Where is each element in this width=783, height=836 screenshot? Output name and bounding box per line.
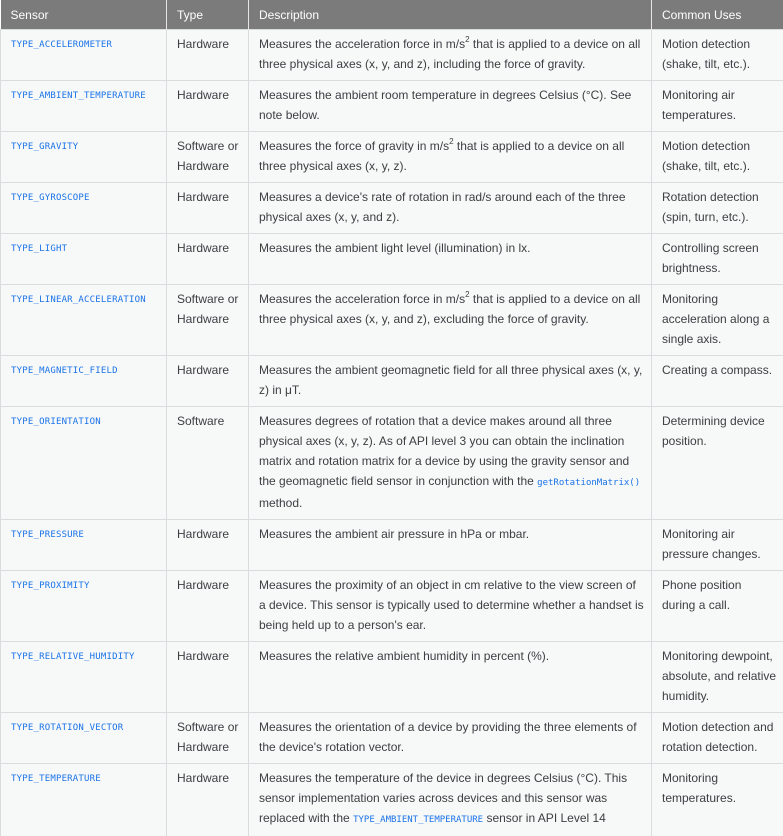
common-uses-cell: Rotation detection (spin, turn, etc.). (652, 183, 783, 234)
table-row (1, 764, 783, 836)
sensor-type-cell: Software or Hardware (167, 132, 249, 183)
sensor-constant-link[interactable]: TYPE_LINEAR_ACCELERATION (1, 285, 167, 356)
description-text-tail: method. (259, 496, 302, 510)
sensor-type-cell: Software or Hardware (167, 285, 249, 356)
sensor-constant-link[interactable]: TYPE_ORIENTATION (1, 407, 167, 520)
superscript-exponent: 2 (465, 35, 469, 44)
common-uses-cell: Creating a compass. (652, 356, 783, 407)
description-text: Measures a device's rate of rotation in rad/s around each of the three physical axes (x, y, and z). (259, 190, 626, 224)
description-text: Measures the ambient light level (illumination) in lx. (259, 241, 530, 255)
sensor-description-cell (249, 285, 652, 356)
table-row (1, 713, 783, 764)
sensor-type-cell: Hardware (167, 356, 249, 407)
sensor-type-cell: Hardware (167, 642, 249, 713)
sensor-type-cell: Hardware (167, 764, 249, 836)
superscript-exponent: 2 (465, 290, 469, 299)
sensor-type-cell: Hardware (167, 183, 249, 234)
description-text: Measures the acceleration force in m/s (259, 37, 465, 51)
sensor-constant-link[interactable]: TYPE_ROTATION_VECTOR (1, 713, 167, 764)
common-uses-cell: Determining device position. (652, 407, 783, 520)
sensor-description-cell (249, 132, 652, 183)
description-text: Measures the proximity of an object in cm relative to the view screen of a device. This sensor is typically used to determine whether a handset is being held up to a person's ear. (259, 578, 644, 632)
common-uses-cell: Monitoring temperatures. (652, 764, 783, 836)
common-uses-cell: Motion detection and rotation detection. (652, 713, 783, 764)
table-header-row (1, 0, 783, 30)
sensor-type-cell: Hardware (167, 234, 249, 285)
superscript-exponent: 2 (449, 137, 453, 146)
description-text: Measures the ambient air pressure in hPa or mbar. (259, 527, 529, 541)
header-type: Type (167, 0, 249, 30)
common-uses-cell: Monitoring acceleration along a single axis. (652, 285, 783, 356)
sensor-constant-link[interactable]: TYPE_LIGHT (1, 234, 167, 285)
table-row (1, 642, 783, 713)
sensor-description-cell (249, 764, 652, 836)
sensor-constant-link[interactable]: TYPE_ACCELEROMETER (1, 30, 167, 81)
description-text: Measures the force of gravity in m/s (259, 139, 449, 153)
sensor-description-cell (249, 407, 652, 520)
sensor-constant-link[interactable]: TYPE_GRAVITY (1, 132, 167, 183)
inline-code-link[interactable]: TYPE_AMBIENT_TEMPERATURE (353, 815, 483, 825)
description-text-tail: that is applied to a device on all three physical axes (x, y, and z), including the force of gravity. (259, 37, 640, 71)
table-row (1, 132, 783, 183)
sensor-constant-link[interactable]: TYPE_PROXIMITY (1, 571, 167, 642)
description-text: Measures the relative ambient humidity in percent (%). (259, 649, 549, 663)
description-text-tail: sensor in API Level 14 (483, 811, 606, 825)
common-uses-cell: Motion detection (shake, tilt, etc.). (652, 30, 783, 81)
sensor-constant-link[interactable]: TYPE_PRESSURE (1, 520, 167, 571)
sensor-description-cell (249, 713, 652, 764)
common-uses-cell: Motion detection (shake, tilt, etc.). (652, 132, 783, 183)
sensor-type-cell: Software (167, 407, 249, 520)
table-row (1, 30, 783, 81)
sensor-constant-link[interactable]: TYPE_AMBIENT_TEMPERATURE (1, 81, 167, 132)
description-text: Measures the orientation of a device by providing the three elements of the device's rotation vector. (259, 720, 637, 754)
table-row (1, 234, 783, 285)
sensor-description-cell (249, 520, 652, 571)
sensor-description-cell (249, 183, 652, 234)
sensor-constant-link[interactable]: TYPE_TEMPERATURE (1, 764, 167, 836)
sensor-constant-link[interactable]: TYPE_RELATIVE_HUMIDITY (1, 642, 167, 713)
sensor-type-cell: Software or Hardware (167, 713, 249, 764)
description-text: Measures degrees of rotation that a device makes around all three physical axes (x, y, z). As of API level 3 you can obtain the inclination matrix and rotation matrix for a device by using the gravity sensor and the geomagnetic field sensor in conjunction with the (259, 414, 629, 488)
inline-code-link[interactable]: getRotationMatrix() (537, 478, 640, 488)
table-row (1, 407, 783, 520)
table-row (1, 183, 783, 234)
sensor-description-cell (249, 356, 652, 407)
table-row (1, 571, 783, 642)
description-text: Measures the temperature of the device in degrees Celsius (°C). This sensor implementation varies across devices and this sensor was replaced with the (259, 771, 627, 825)
sensor-description-cell (249, 234, 652, 285)
header-description: Description (249, 0, 652, 30)
common-uses-cell: Monitoring air temperatures. (652, 81, 783, 132)
common-uses-cell: Monitoring dewpoint, absolute, and relative humidity. (652, 642, 783, 713)
table-row (1, 285, 783, 356)
sensor-description-cell (249, 81, 652, 132)
description-text: Measures the ambient geomagnetic field for all three physical axes (x, y, z) in μT. (259, 363, 642, 397)
description-text-tail: that is applied to a device on all three physical axes (x, y, z). (259, 139, 624, 173)
header-sensor: Sensor (1, 0, 167, 30)
sensor-description-cell (249, 30, 652, 81)
common-uses-cell: Monitoring air pressure changes. (652, 520, 783, 571)
table-row (1, 520, 783, 571)
sensor-constant-link[interactable]: TYPE_MAGNETIC_FIELD (1, 356, 167, 407)
table-row (1, 356, 783, 407)
sensor-description-cell (249, 642, 652, 713)
table-row (1, 81, 783, 132)
sensor-constant-link[interactable]: TYPE_GYROSCOPE (1, 183, 167, 234)
description-text-tail: that is applied to a device on all three physical axes (x, y, and z), excluding the force of gravity. (259, 292, 640, 326)
header-common-uses: Common Uses (652, 0, 783, 30)
sensor-type-cell: Hardware (167, 30, 249, 81)
sensor-type-cell: Hardware (167, 571, 249, 642)
description-text: Measures the ambient room temperature in degrees Celsius (°C). See note below. (259, 88, 631, 122)
sensor-type-cell: Hardware (167, 81, 249, 132)
common-uses-cell: Phone position during a call. (652, 571, 783, 642)
sensor-description-cell (249, 571, 652, 642)
description-text: Measures the acceleration force in m/s (259, 292, 465, 306)
sensor-type-cell: Hardware (167, 520, 249, 571)
common-uses-cell: Controlling screen brightness. (652, 234, 783, 285)
